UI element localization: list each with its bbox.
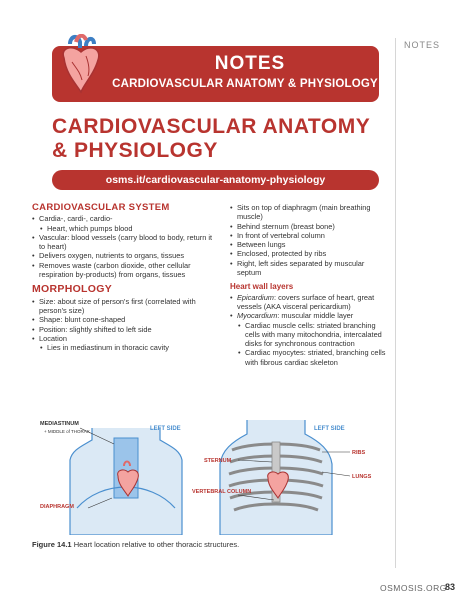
label-lungs: LUNGS [352,474,372,480]
margin-divider [395,38,396,568]
list-item: • Shape: blunt cone-shaped [32,315,220,324]
label-ribs: RIBS [352,450,366,456]
banner-title: NOTES [214,53,286,74]
list-item: • Delivers oxygen, nutrients to organs, tissues [32,251,220,260]
list-item: • Cardia-, cardi-, cardio- [32,214,220,223]
figure-caption [32,540,239,549]
label-sternum: STERNUM [204,458,232,464]
list-item: • Lies in mediastinum in thoracic cavity [40,343,220,352]
figure-caption-label: Figure 14.1 [32,540,72,549]
cardiovascular-system-list [32,214,220,279]
chapter-title: CARDIOVASCULAR ANATOMY & PHYSIOLOGY [52,115,370,162]
torso-illustration-left [70,428,182,535]
list-item [230,293,390,312]
list-item: • Removes waste (carbon dioxide, other cellular respiration by-products) from organs, tissues [32,261,220,280]
heart-location-figure [32,420,387,535]
epicardium-text: : covers surface of heart, great vessels (AKA visceral pericardium) [237,292,375,311]
label-diaphragm: DIAPHRAGM [40,504,74,510]
section-title-heart-wall-layers: Heart wall layers [230,282,294,292]
epicardium-term: Epicardium [237,292,274,302]
label-left-side-1: LEFT SIDE [150,426,181,432]
list-item: • Enclosed, protected by ribs [230,249,390,258]
myocardium-term: Myocardium [237,311,278,321]
list-item: • Behind sternum (breast bone) [230,222,390,231]
margin-notes-label: NOTES [404,40,441,50]
list-item: • Sits on top of diaphragm (main breathing muscle) [230,203,390,222]
label-middle-of-thorax: + MIDDLE of THORAX [44,429,90,434]
banner-subtitle: CARDIOVASCULAR ANATOMY & PHYSIOLOGY [112,78,378,90]
list-item: • Cardiac muscle cells: striated branching cells with many mitochondria, intercalated disks for synchronous contraction [238,321,390,349]
morphology-list [32,297,220,353]
section-title-cardiovascular-system: CARDIOVASCULAR SYSTEM [32,202,170,213]
heart-wall-layers-list [230,293,390,367]
label-mediastinum: MEDIASTINUM [40,421,79,427]
left-column [32,203,220,352]
location-list [230,203,390,277]
list-item: • Position: slightly shifted to left side [32,325,220,334]
section-title-morphology: MORPHOLOGY [32,283,113,296]
heart-illustration-icon [56,34,106,96]
figure-caption-text: Heart location relative to other thoracic structures. [73,540,240,549]
list-item: • In front of vertebral column [230,231,390,240]
list-item: • Vascular: blood vessels (carry blood to body, return it to heart) [32,233,220,252]
list-item: • Size: about size of person's first (correlated with person's size) [32,297,220,316]
list-item: • Cardiac myocytes: striated, branching cells with fibrous cardiac skeleton [238,348,390,367]
page-number: 83 [445,582,456,592]
chapter-link[interactable]: osms.it/cardiovascular-anatomy-physiology [52,170,379,190]
list-item: • Heart, which pumps blood [40,224,220,233]
ribcage-illustration-right [220,420,332,535]
list-item: • Between lungs [230,240,390,249]
list-item: • Right, left sides separated by muscular septum [230,259,390,278]
footer-site[interactable]: OSMOSIS.ORG [380,583,447,593]
label-left-side-2: LEFT SIDE [314,426,345,432]
list-item [230,311,390,320]
list-item: • Location [32,334,220,343]
myocardium-text: : muscular middle layer [277,311,354,321]
label-vertebral-column: VERTEBRAL COLUMN [192,489,252,495]
right-column [230,203,390,367]
